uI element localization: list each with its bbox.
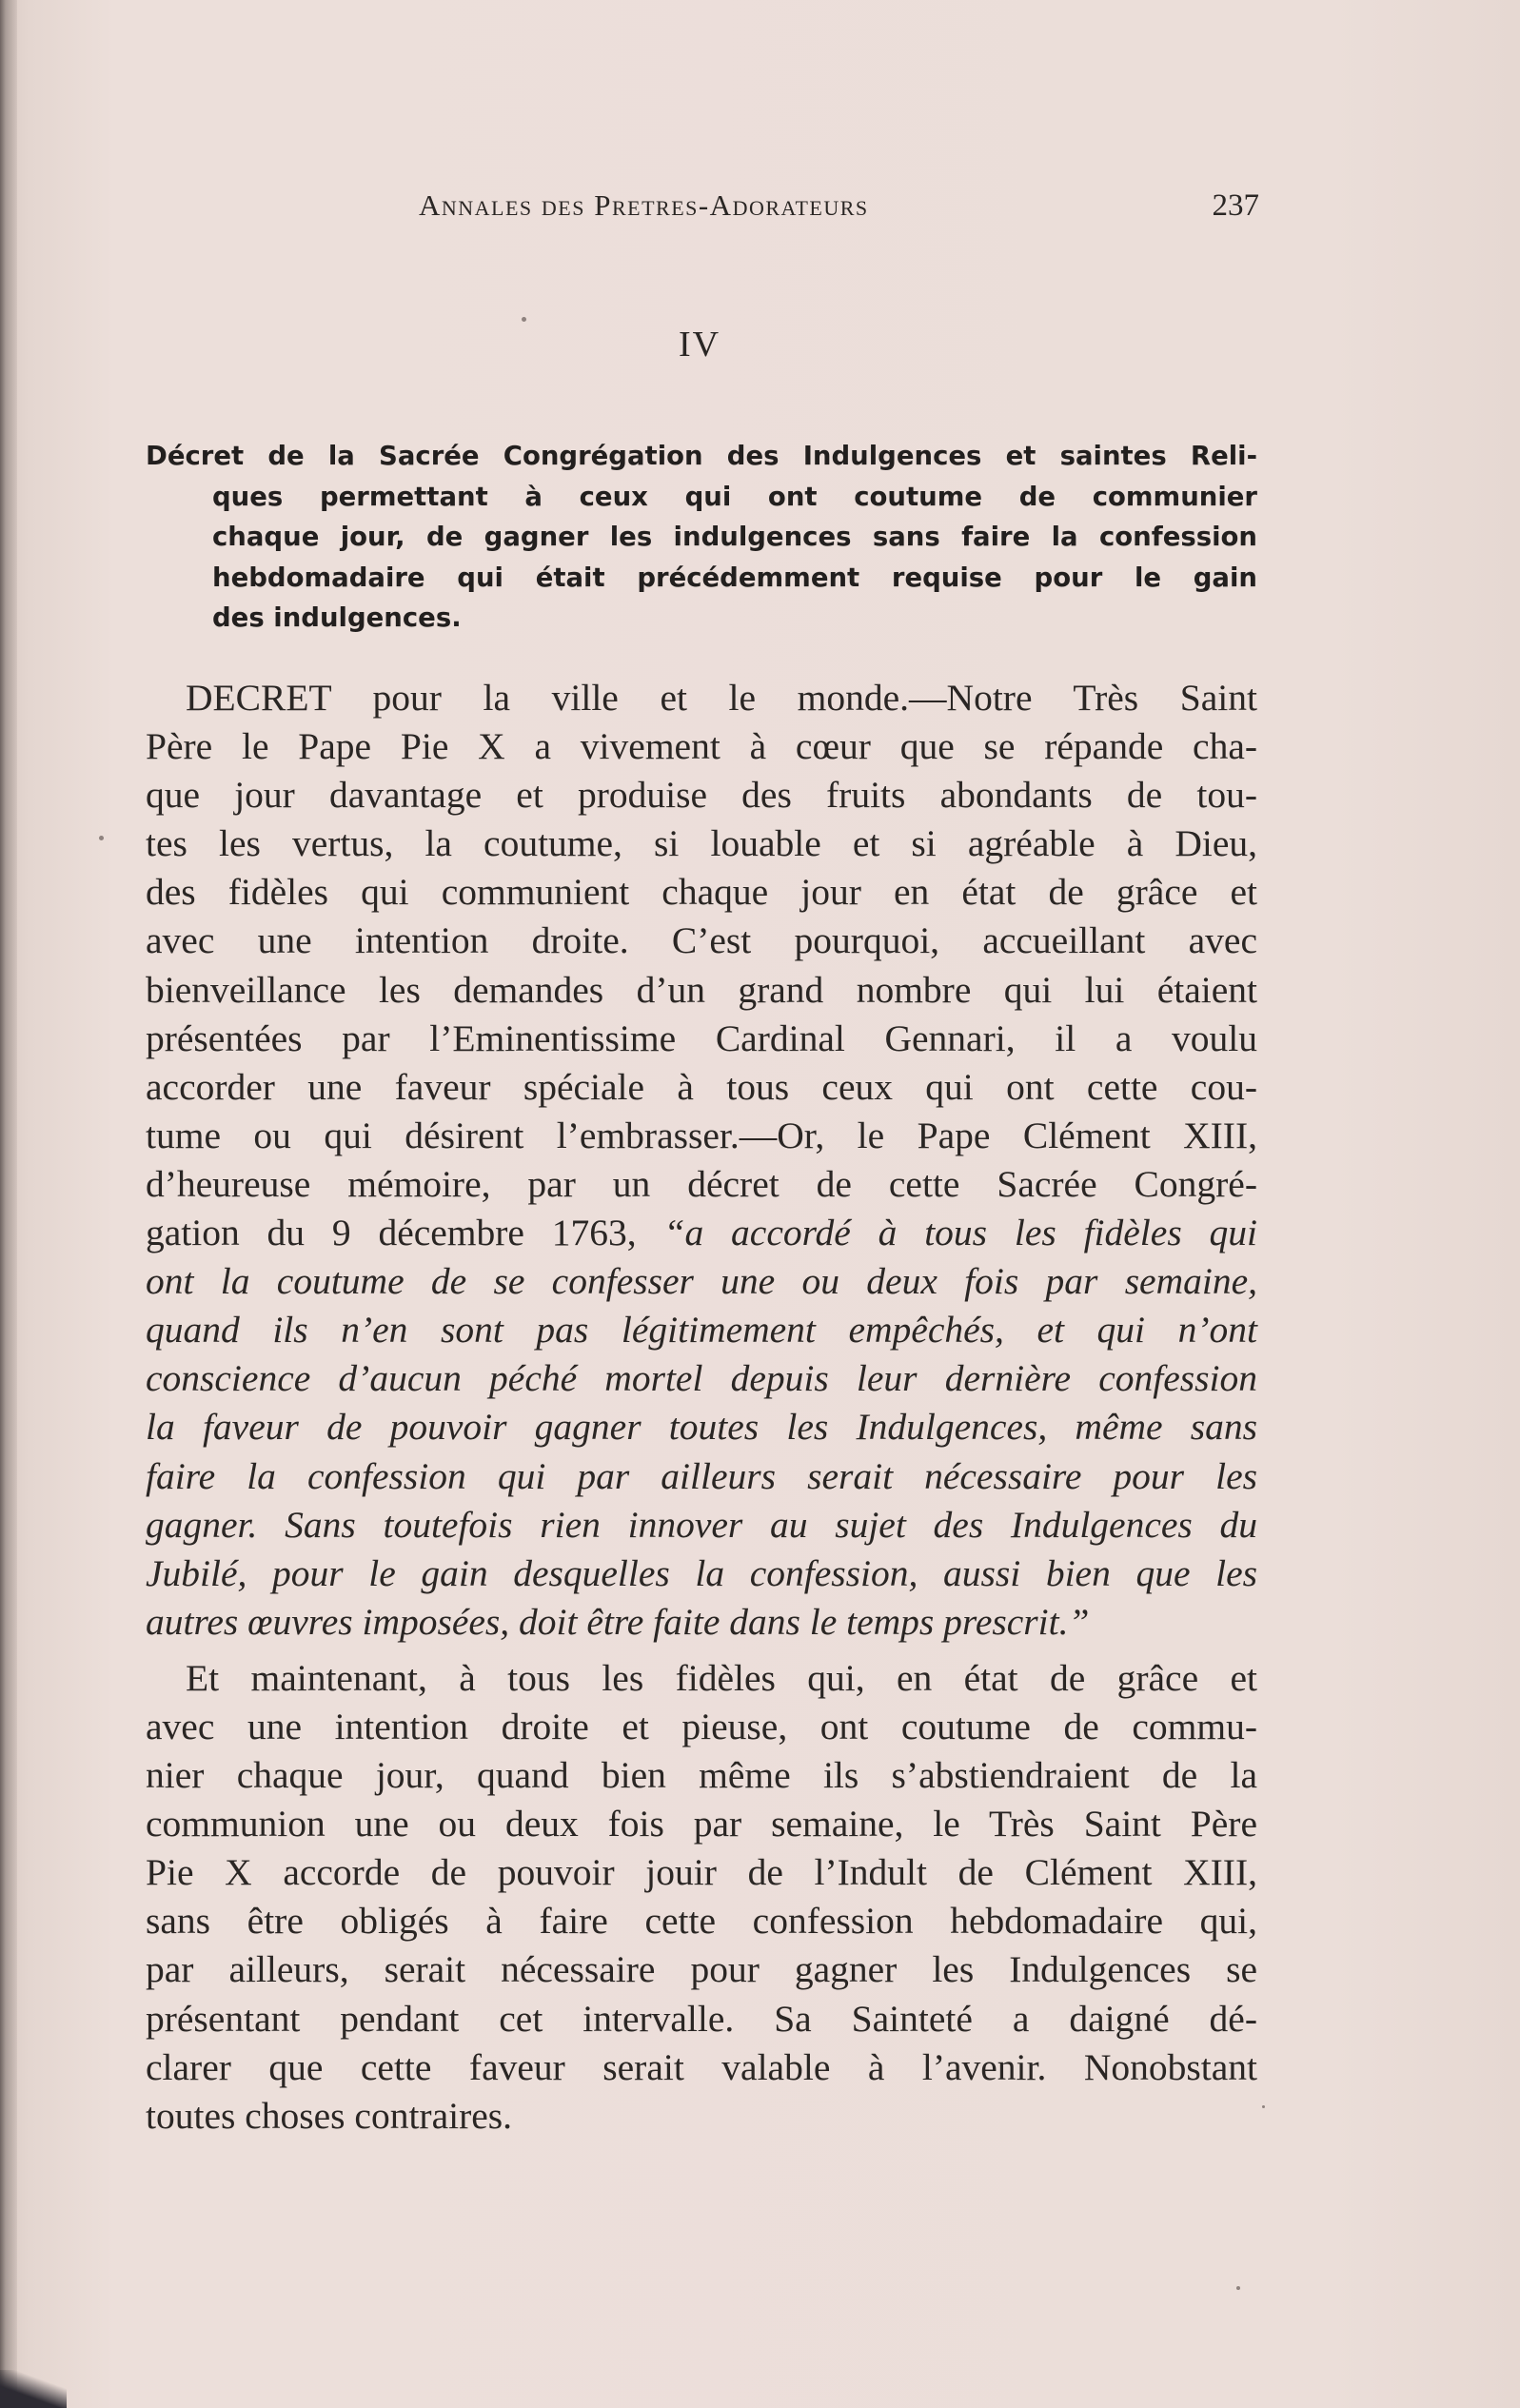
- running-header: [146, 188, 1259, 236]
- decree-title-line: chaque jour, de gagner les indulgences sans faire la confession: [212, 522, 1257, 552]
- quoted-line: la faveur de pouvoir gagner toutes les Indulgences, même sans: [146, 1406, 1257, 1449]
- body-line: que jour davantage et produise des fruits abondants de tou-: [146, 774, 1257, 817]
- body-line: communion une ou deux fois par semaine, le Très Saint Père: [146, 1803, 1257, 1845]
- body-line: des fidèles qui communient chaque jour en état de grâce et: [146, 871, 1257, 914]
- body-line: tume ou qui désirent l’embrasser.—Or, le Pape Clément XIII,: [146, 1114, 1257, 1156]
- body-line: Père le Pape Pie X a vivement à cœur que se répande cha-: [146, 725, 1257, 768]
- quoted-line: gagner. Sans toutefois rien innover au sujet des Indulgences du: [146, 1503, 1257, 1546]
- body-line: avec une intention droite. C’est pourquoi, accueillant avec: [146, 919, 1257, 962]
- body-line: par ailleurs, serait nécessaire pour gagner les Indulgences se: [146, 1948, 1257, 1991]
- body-line-mixed: [146, 1209, 1257, 1257]
- page-number: 237: [1212, 188, 1259, 223]
- decree-body: [146, 674, 1257, 2141]
- body-line-roman: gation du 9 décembre 1763,: [146, 1212, 637, 1254]
- body-line: sans être obligés à faire cette confession hebdomadaire qui,: [146, 1900, 1257, 1943]
- body-line: accorder une faveur spéciale à tous ceux qui ont cette cou-: [146, 1065, 1257, 1108]
- body-line: bienveillance les demandes d’un grand nombre qui lui étaient: [146, 968, 1257, 1011]
- quoted-line: Jubilé, pour le gain desquelles la confession, aussi bien que les: [146, 1551, 1257, 1594]
- quoted-line: autres œuvres imposées, doit être faite dans le temps prescrit.”: [146, 1600, 1090, 1643]
- decree-title-line: des indulgences.: [212, 602, 462, 633]
- decree-title-line: Décret de la Sacrée Congrégation des Indulgences et saintes Reli-: [146, 441, 1257, 471]
- body-line: clarer que cette faveur serait valable à l’avenir. Nonobstant: [146, 2045, 1257, 2088]
- body-line: avec une intention droite et pieuse, ont coutume de commu-: [146, 1705, 1257, 1747]
- quoted-line: faire la confession qui par ailleurs serait nécessaire pour les: [146, 1454, 1257, 1497]
- body-line: nier chaque jour, quand bien même ils s’abstiendraient de la: [146, 1754, 1257, 1797]
- quoted-line: conscience d’aucun péché mortel depuis leur dernière confession: [146, 1357, 1257, 1400]
- page-corner-shadow: [0, 2370, 67, 2408]
- body-line: Pie X accorde de pouvoir jouir de l’Indult de Clément XIII,: [146, 1851, 1257, 1894]
- body-line: toutes choses contraires.: [146, 2094, 513, 2137]
- quoted-line: quand ils n’en sont pas légitimement empêchés, et qui n’ont: [146, 1309, 1257, 1352]
- body-line: tes les vertus, la coutume, si louable et si agréable à Dieu,: [146, 822, 1257, 865]
- decree-title: [146, 436, 1257, 639]
- running-title: Annales des Pretres-Adorateurs: [419, 188, 869, 222]
- body-line: Et maintenant, à tous les fidèles qui, en état de grâce et: [186, 1656, 1257, 1699]
- quoted-line: ont la coutume de se confesser une ou deux fois par semaine,: [146, 1260, 1257, 1303]
- quote-start: “a accordé à tous les fidèles qui: [663, 1212, 1257, 1254]
- decree-title-line: ques permettant à ceux qui ont coutume de communier: [212, 481, 1257, 512]
- paper-speck: [1262, 2105, 1265, 2108]
- paper-speck: [522, 317, 526, 322]
- paper-speck: [99, 836, 104, 840]
- body-line: d’heureuse mémoire, par un décret de cette Sacrée Congré-: [146, 1162, 1257, 1205]
- body-line: DECRET pour la ville et le monde.—Notre Très Saint: [186, 677, 1257, 719]
- paper-speck: [1236, 2286, 1240, 2290]
- body-line: présentant pendant cet intervalle. Sa Sainteté a daigné dé-: [146, 1997, 1257, 2040]
- decree-title-line: hebdomadaire qui était précédemment requise pour le gain: [212, 562, 1257, 593]
- section-number: IV: [678, 325, 721, 365]
- body-line: présentées par l’Eminentissime Cardinal Gennari, il a voulu: [146, 1016, 1257, 1059]
